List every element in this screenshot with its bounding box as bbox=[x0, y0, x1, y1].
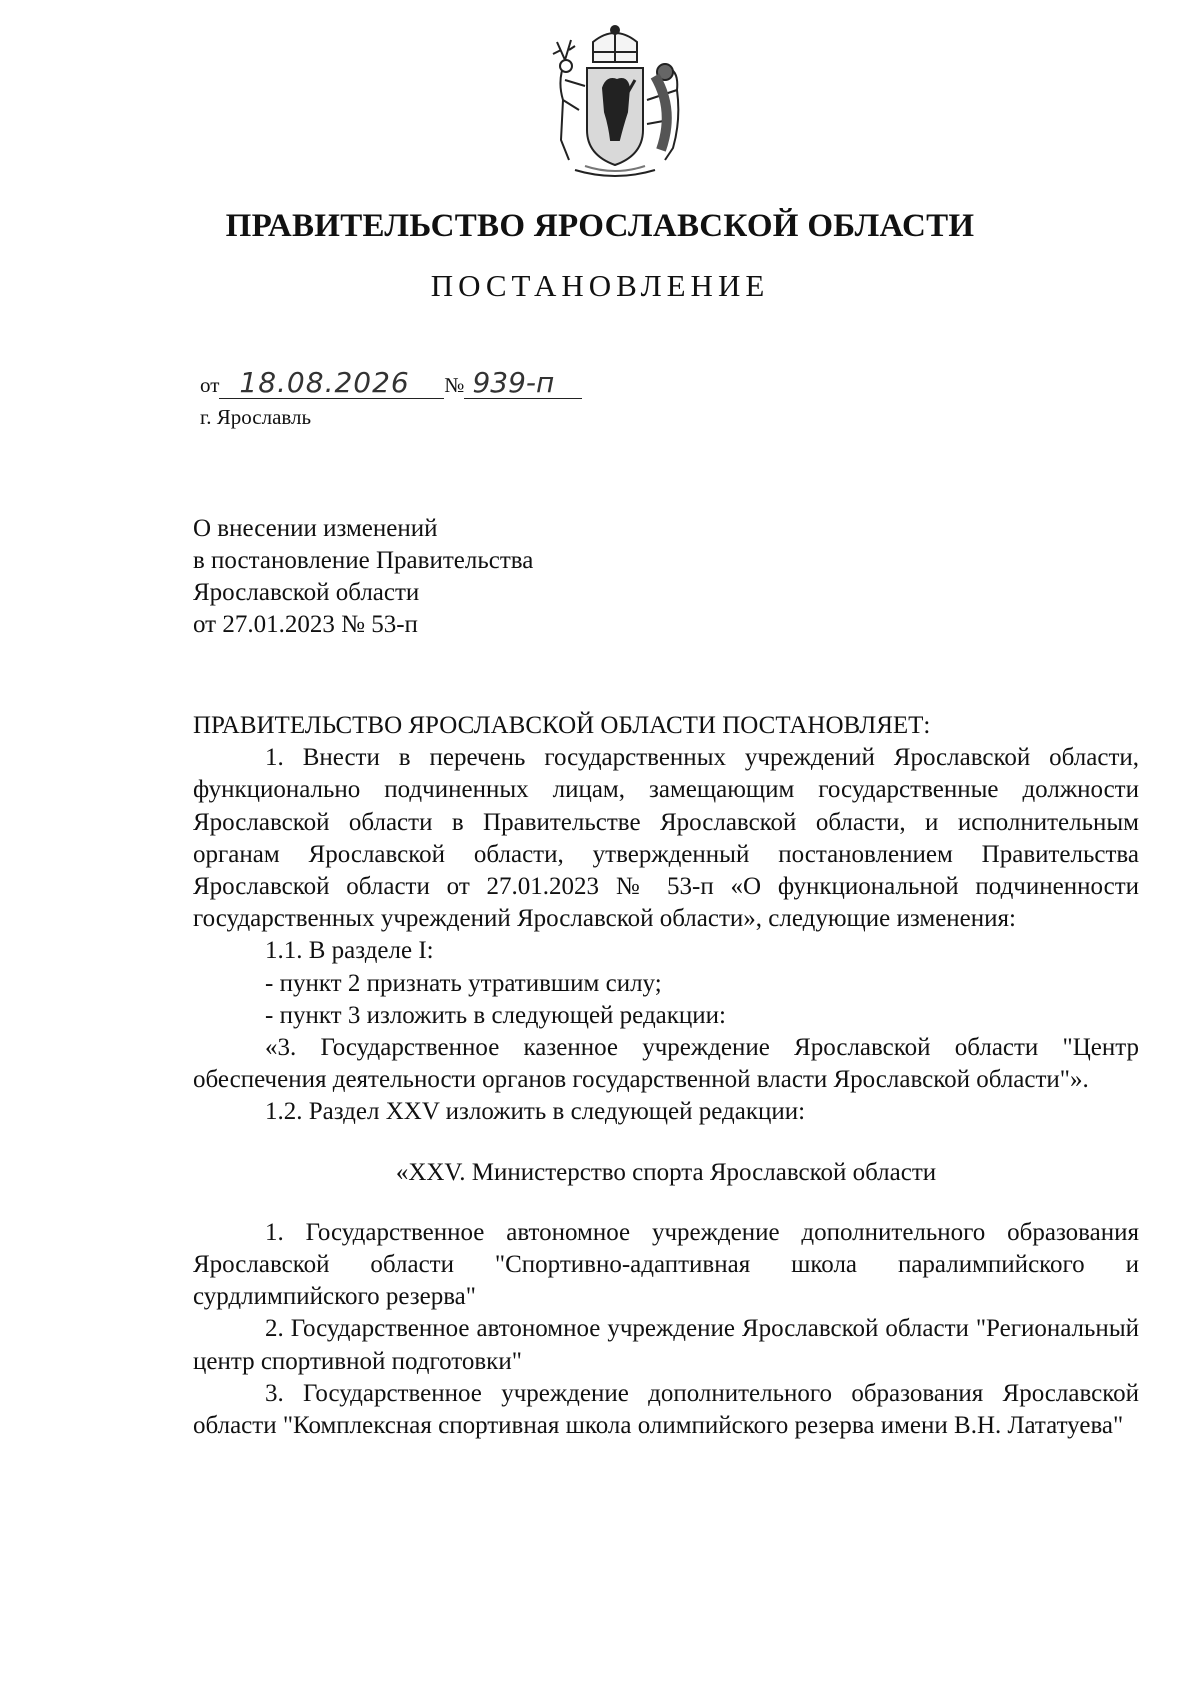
coat-of-arms-icon bbox=[535, 20, 695, 185]
subject-line: Ярославской области bbox=[193, 579, 420, 606]
date-prefix: от bbox=[200, 373, 220, 397]
paragraph-1-2: 1.2. Раздел XXV изложить в следующей редакции: bbox=[265, 1098, 806, 1126]
handwritten-number: 939-п bbox=[464, 368, 582, 399]
handwritten-date: 18.08.2026 bbox=[219, 368, 444, 399]
paragraph-1: 1. Внести в перечень государственных учреждений Ярославской области, функционально подчиненных лицам, замещающим государственные должности Ярославской области в Правительстве Ярославской области, и исполнительным органам Ярославской области, утвержденный постановлением Правительства Ярославской области от 27.01.2023 № 53-п «О функциональной подчиненности государственных учреждений Ярославской области», следующие изменения: bbox=[193, 744, 1139, 933]
list-item: 1. Государственное автономное учреждение дополнительного образования Ярославской области "Спортивно-адаптивная школа паралимпийского и сурдлимпийского резерва" bbox=[193, 1218, 1139, 1311]
quoted-item-3: «3. Государственное казенное учреждение Ярославской области "Центр обеспечения деятельности органов государственной власти Ярославской области"». bbox=[193, 1034, 1139, 1094]
government-title: ПРАВИТЕЛЬСТВО ЯРОСЛАВСКОЙ ОБЛАСТИ bbox=[225, 208, 975, 244]
section-title: «XXV. Министерство спорта Ярославской области bbox=[395, 1158, 937, 1186]
preamble: ПРАВИТЕЛЬСТВО ЯРОСЛАВСКОЙ ОБЛАСТИ ПОСТАНОВЛЯЕТ: bbox=[193, 712, 931, 739]
subject-block bbox=[193, 513, 533, 641]
number-prefix: № bbox=[444, 373, 465, 397]
subject-line: О внесении изменений bbox=[193, 515, 438, 542]
list-item: 2. Государственное автономное учреждение Ярославской области "Региональный центр спортивной подготовки" bbox=[193, 1315, 1139, 1375]
subject-line: в постановление Правительства bbox=[193, 547, 534, 574]
document-body bbox=[193, 710, 1139, 1442]
paragraph-1-1-b: - пункт 3 изложить в следующей редакции: bbox=[265, 1001, 726, 1029]
date-number-line bbox=[200, 368, 582, 399]
list-item: 3. Государственное учреждение дополнительного образования Ярославской области "Комплексная спортивная школа олимпийского резерва имени В.Н. Лататуева" bbox=[193, 1379, 1139, 1440]
subject-line: от 27.01.2023 № 53-п bbox=[193, 611, 418, 638]
paragraph-1-1-a: - пункт 2 признать утратившим силу; bbox=[265, 969, 662, 997]
document-type: ПОСТАНОВЛЕНИЕ bbox=[430, 268, 770, 303]
city: г. Ярославль bbox=[200, 405, 312, 429]
paragraph-1-1: 1.1. В разделе I: bbox=[265, 937, 434, 965]
